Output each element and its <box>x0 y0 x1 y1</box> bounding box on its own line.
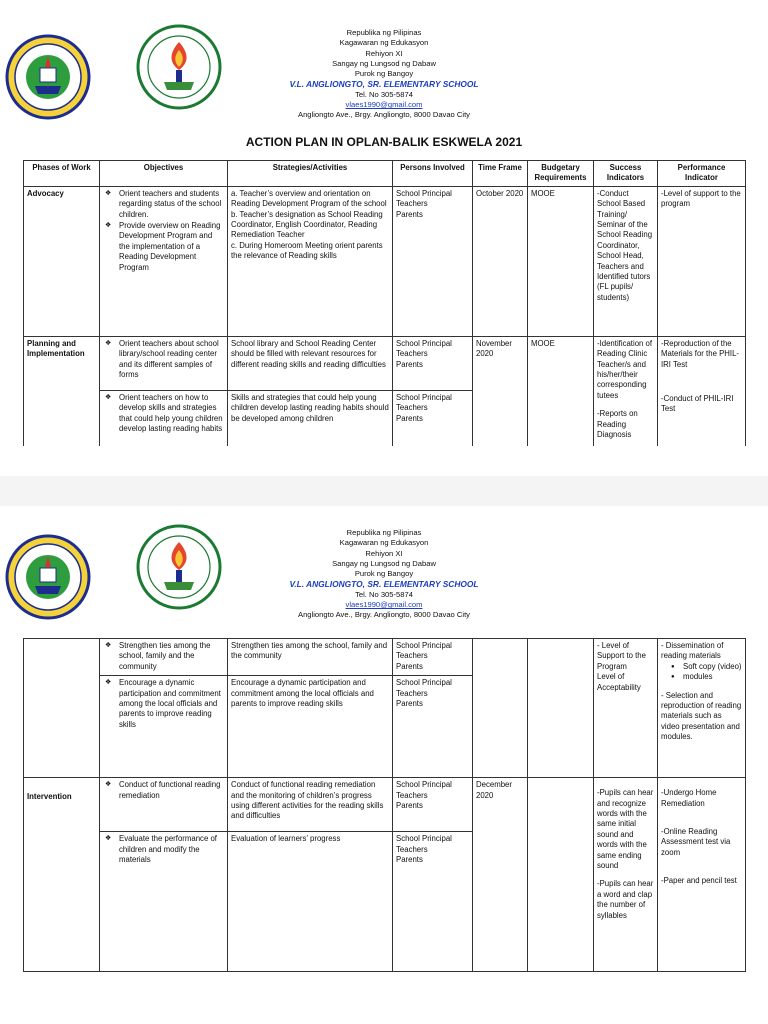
objectives-cell <box>100 390 228 446</box>
persons-cell <box>393 778 473 832</box>
header-line: Republika ng Pilipinas <box>346 28 422 37</box>
success-indicator-cell <box>594 778 658 972</box>
header-line: Rehiyon XI <box>365 48 403 58</box>
time-frame-cell <box>473 639 528 778</box>
time-frame-cell: October 2020 <box>473 186 528 336</box>
address: Angliongto Ave., Brgy. Angliongto, 8000 Davao City <box>298 610 470 620</box>
persons-cell <box>393 676 473 778</box>
performance-item: -Conduct of PHIL-IRI Test <box>661 394 734 414</box>
person-item: Teachers <box>396 403 428 413</box>
document-page-2 <box>0 508 768 1024</box>
performance-indicator-cell <box>658 778 746 972</box>
person-item: School Principal <box>396 834 452 844</box>
letterhead <box>0 22 768 122</box>
header-line: Republika ng Pilipinas <box>346 528 422 537</box>
time-frame-cell: November 2020 <box>473 336 528 446</box>
person-item: School Principal <box>396 780 452 790</box>
school-seal-logo <box>5 534 91 620</box>
column-header: Time Frame <box>473 161 528 187</box>
person-item: Teachers <box>396 199 428 209</box>
performance-indicator-cell: -Level of support to the program <box>658 186 746 336</box>
performance-indicator-cell <box>658 639 746 778</box>
performance-item: - Dissemination of reading materials <box>661 641 724 661</box>
table-header-row <box>24 161 746 187</box>
page-separator <box>0 476 768 506</box>
letterhead-text <box>160 28 608 121</box>
objective-item: ❖ Orient teachers about school library/school reading center and its different samples of forms <box>103 339 224 381</box>
header-line: Rehiyon XI <box>365 548 403 558</box>
strategy-item: c. During Homeroom Meeting orient parents the relevance of Reading skills <box>231 240 383 261</box>
telephone: Tel. No 305-5874 <box>355 89 413 99</box>
person-item: School Principal <box>396 678 452 688</box>
column-header: Phases of Work <box>24 161 100 187</box>
phase-cell <box>24 639 100 778</box>
budget-cell <box>528 778 594 972</box>
person-item: School Principal <box>396 392 452 402</box>
header-line: Kagawaran ng Edukasyon <box>339 38 429 48</box>
persons-cell <box>393 336 473 390</box>
header-line: Kagawaran ng Edukasyon <box>339 538 429 548</box>
success-item: -Pupils can hear and recognize words with the same initial sound and words with the same ending sound <box>597 788 654 871</box>
strategies-cell: Skills and strategies that could help young children develop lasting reading habits should be developed among children <box>228 390 393 446</box>
action-plan-table <box>23 160 746 446</box>
persons-cell <box>393 390 473 446</box>
objective-item: ❖ Conduct of functional reading remediation <box>103 780 224 801</box>
header-line: Sangay ng Lungsod ng Dabaw <box>332 58 436 68</box>
phase-cell: Advocacy <box>24 186 100 336</box>
table-row-continued-1 <box>24 639 746 676</box>
performance-item: -Online Reading Assessment test via zoom <box>661 827 731 857</box>
person-item: Teachers <box>396 688 428 698</box>
persons-cell <box>393 832 473 972</box>
strategies-cell: Strengthen ties among the school, family and the community <box>228 639 393 676</box>
header-line: Sangay ng Lungsod ng Dabaw <box>332 558 436 568</box>
person-item: School Principal <box>396 188 452 198</box>
person-item: Teachers <box>396 349 428 359</box>
school-name: V.L. ANGLIONGTO, SR. ELEMENTARY SCHOOL <box>289 79 479 90</box>
budget-cell: MOOE <box>528 186 594 336</box>
header-line: Purok ng Bangoy <box>354 69 414 79</box>
strategies-cell: Conduct of functional reading remediation and the monitoring of children’s progress using different activities for the reading skills and difficulties <box>228 778 393 832</box>
strategies-cell: School library and School Reading Center should be filled with relevant resources for different reading skills and reading difficulties <box>228 336 393 390</box>
letterhead <box>0 522 768 622</box>
success-item: Level of Acceptability <box>597 672 641 692</box>
persons-cell <box>393 639 473 676</box>
performance-bullet: ● Soft copy (video) <box>671 662 742 672</box>
column-header: Objectives <box>100 161 228 187</box>
school-seal-logo <box>5 34 91 120</box>
strategy-item: b. Teacher’s designation as School Reading Coordinator, English Coordinator, Reading Remediation Teacher <box>231 209 383 240</box>
person-item: School Principal <box>396 338 452 348</box>
performance-item: -Undergo Home Remediation <box>661 788 717 808</box>
person-item: Parents <box>396 413 423 423</box>
person-item: School Principal <box>396 641 452 650</box>
school-name: V.L. ANGLIONGTO, SR. ELEMENTARY SCHOOL <box>289 579 479 590</box>
column-header: Strategies/Activities <box>228 161 393 187</box>
objectives-cell <box>100 676 228 778</box>
person-item: Teachers <box>396 844 428 854</box>
address: Angliongto Ave., Brgy. Angliongto, 8000 Davao City <box>298 110 470 120</box>
phase-cell: Intervention <box>24 778 100 972</box>
email-link[interactable]: vlaes1990@gmail.com <box>345 100 423 110</box>
table-row-planning-1 <box>24 336 746 390</box>
person-item: Parents <box>396 699 423 709</box>
success-indicator-cell: -Conduct School Based Training/ Seminar of the School Reading Coordinator, School Head, Teachers and Identified tutors (FL pupils/ students) <box>594 186 658 336</box>
objective-item: ❖ Orient teachers and students regarding status of the school children. <box>103 189 224 220</box>
person-item: Parents <box>396 359 423 369</box>
header-line: Purok ng Bangoy <box>354 569 414 579</box>
table-row-intervention-1 <box>24 778 746 832</box>
document-page-1 <box>0 0 768 475</box>
person-item: Teachers <box>396 651 428 661</box>
success-item: -Reports on Reading Diagnosis <box>597 409 638 440</box>
performance-item: -Reproduction of the Materials for the PHIL-IRI Test <box>661 338 739 369</box>
success-item: -Pupils can hear a word and clap the number of syllables <box>597 879 654 920</box>
budget-cell <box>528 639 594 778</box>
success-indicator-cell <box>594 639 658 778</box>
performance-indicator-cell <box>658 336 746 446</box>
objective-item: ❖ Orient teachers on how to develop skills and strategies that could help young children develop lasting reading habits <box>103 393 224 435</box>
column-header: Performance Indicator <box>658 161 746 187</box>
objective-item: ❖ Evaluate the performance of children and modify the materials <box>103 834 224 865</box>
objective-item: ❖ Encourage a dynamic participation and commitment among the local officials and parents to improve reading skills <box>103 678 224 730</box>
person-item: Parents <box>396 855 423 865</box>
persons-cell <box>393 186 473 336</box>
document-title: ACTION PLAN IN OPLAN-BALIK ESKWELA 2021 <box>245 135 523 149</box>
action-plan-table-continued <box>23 638 746 972</box>
strategies-cell: Encourage a dynamic participation and commitment among the local officials and parents to improve reading skills <box>228 676 393 778</box>
email-link[interactable]: vlaes1990@gmail.com <box>345 600 423 610</box>
success-indicator-cell <box>594 336 658 446</box>
budget-cell: MOOE <box>528 336 594 446</box>
column-header: Success Indicators <box>594 161 658 187</box>
performance-item: - Selection and reproduction of reading materials such as video presentation and modules. <box>661 690 742 742</box>
success-item: - Level of Support to the Program <box>597 641 646 671</box>
telephone: Tel. No 305-5874 <box>355 589 413 599</box>
column-header: Persons Involved <box>393 161 473 187</box>
person-item: Parents <box>396 209 423 219</box>
strategies-cell: Evaluation of learners’ progress <box>228 832 393 972</box>
column-header: Budgetary Requirements <box>528 161 594 187</box>
success-item: -Identification of Reading Clinic Teacher/s and his/her/their corresponding tutees <box>597 338 653 400</box>
table-row-advocacy <box>24 186 746 336</box>
person-item: Parents <box>396 661 423 671</box>
objectives-cell <box>100 832 228 972</box>
strategies-cell <box>228 186 393 336</box>
letterhead-text <box>160 528 608 621</box>
performance-item: -Paper and pencil test <box>661 876 737 886</box>
objective-item: ❖ Provide overview on Reading Development Program and the implementation of a Reading Development Program <box>103 221 224 273</box>
objective-item: ❖ Strengthen ties among the school, family and the community <box>103 641 224 672</box>
strategy-item: a. Teacher’s overview and orientation on Reading Development Program of the school <box>231 188 387 209</box>
objectives-cell <box>100 639 228 676</box>
time-frame-cell: December 2020 <box>473 778 528 972</box>
performance-bullet: ● modules <box>671 672 742 682</box>
objectives-cell <box>100 336 228 390</box>
objectives-cell <box>100 186 228 336</box>
phase-cell: Planning and Implementation <box>24 336 100 446</box>
person-item: Parents <box>396 801 423 811</box>
person-item: Teachers <box>396 790 428 800</box>
objectives-cell <box>100 778 228 832</box>
